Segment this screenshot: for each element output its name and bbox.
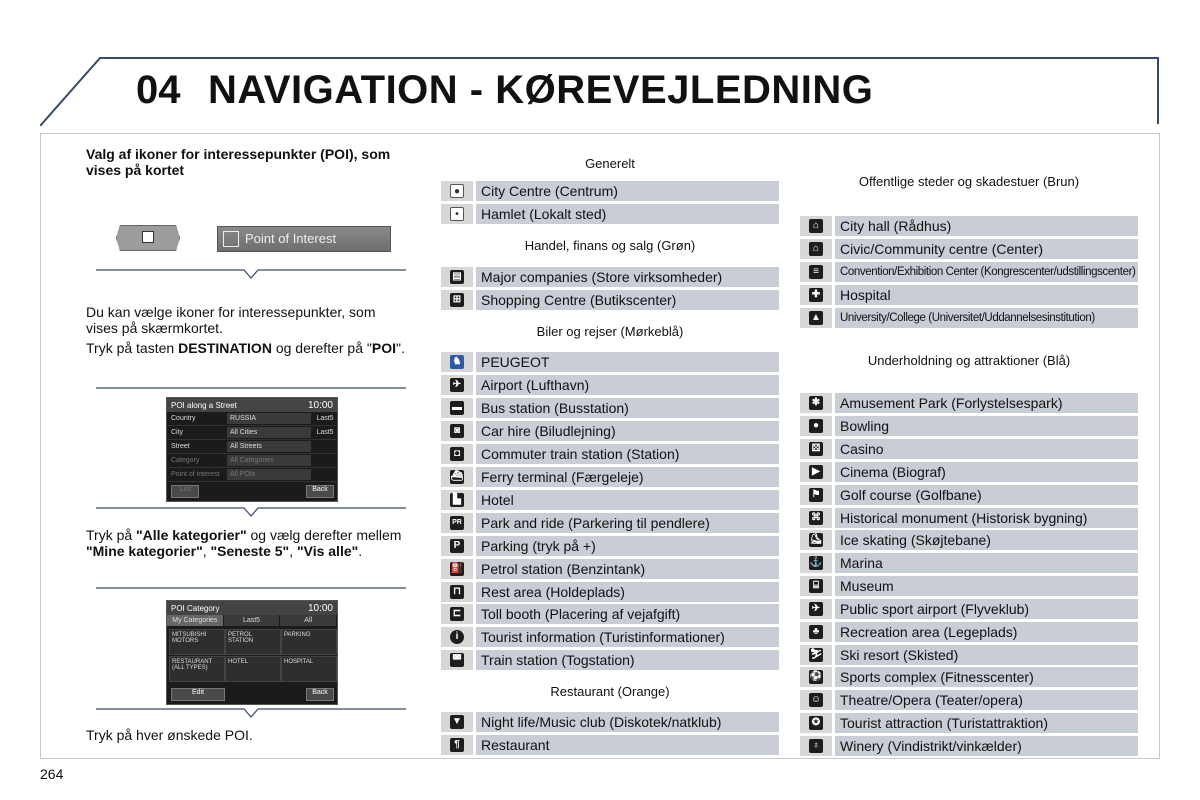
poi-label: Ice skating (Skøjtebane) <box>835 530 1138 550</box>
tab-all[interactable]: All <box>280 615 336 626</box>
city-centre-icon: ● <box>450 184 464 198</box>
row-key: Point of interest <box>171 471 220 478</box>
museum-icon: ⌸ <box>809 579 823 593</box>
text-run: , <box>289 543 297 559</box>
poi-row[interactable] <box>800 416 1138 436</box>
category-cell[interactable]: PARKING <box>281 629 337 655</box>
poi-label: Cinema (Biograf) <box>835 462 1138 482</box>
university-cap-icon: ▲ <box>809 311 823 325</box>
train-icon: ◚ <box>450 653 464 667</box>
poi-label: Car hire (Biludlejning) <box>476 421 779 441</box>
screen-title: POI along a Street <box>171 400 237 410</box>
poi-row[interactable] <box>441 267 779 287</box>
screen-row[interactable] <box>167 426 337 440</box>
text-run: Tryk på <box>86 527 137 543</box>
show-all-key: "Vis alle" <box>296 543 359 559</box>
back-button[interactable]: Back <box>306 688 334 701</box>
poi-label: Theatre/Opera (Teater/opera) <box>835 690 1138 710</box>
category-cell[interactable]: HOTEL <box>225 656 281 682</box>
poi-label: PEUGEOT <box>476 352 779 372</box>
marina-anchor-icon: ⚓ <box>809 557 823 568</box>
poi-row[interactable] <box>800 439 1138 459</box>
poi-row[interactable] <box>800 599 1138 619</box>
tourist-attraction-icon: ✪ <box>809 716 823 730</box>
row-value: All Streets <box>227 441 311 452</box>
my-categories-key: "Mine kategorier" <box>86 543 203 559</box>
bus-icon: ▬ <box>452 402 462 413</box>
toll-booth-icon: ⊏ <box>450 607 464 621</box>
poi-row[interactable] <box>800 216 1138 236</box>
community-centre-icon: ⌂ <box>809 242 823 256</box>
car-hire-icon: ◙ <box>450 424 464 438</box>
rest-area-icon: ⊓ <box>450 585 464 599</box>
category-heading-entertainment: Underholdning og attraktioner (Blå) <box>867 353 1071 368</box>
poi-label: Train station (Togstation) <box>476 650 779 670</box>
poi-row[interactable] <box>800 736 1138 756</box>
poi-row[interactable] <box>800 262 1138 282</box>
poi-label: University/College (Universitet/Uddannelsesinstitution) <box>835 308 1138 328</box>
poi-row[interactable] <box>800 576 1138 596</box>
point-of-interest-button[interactable] <box>217 226 391 252</box>
text-run: ". <box>395 340 405 356</box>
poi-row[interactable] <box>800 485 1138 505</box>
row-key: Country <box>171 415 196 422</box>
poi-row[interactable] <box>800 462 1138 482</box>
poi-label: Ferry terminal (Færgeleje) <box>476 467 779 487</box>
category-cell[interactable]: RESTAURANT (ALL TYPES) <box>169 656 225 682</box>
category-heading-public: Offentlige steder og skadestuer (Brun) <box>858 174 1080 189</box>
poi-label: Parking (tryk på +) <box>476 536 779 556</box>
poi-grid-icon <box>223 231 239 247</box>
page-title: NAVIGATION - KØREVEJLEDNING <box>208 68 874 112</box>
poi-row[interactable] <box>800 239 1138 259</box>
poi-label: Sports complex (Fitnesscenter) <box>835 667 1138 687</box>
poi-row[interactable] <box>800 645 1138 665</box>
poi-map-button[interactable] <box>116 225 180 251</box>
poi-label: Rest area (Holdeplads) <box>476 582 779 602</box>
recreation-area-icon: ♣ <box>809 625 823 639</box>
sport-airport-icon: ✈ <box>809 602 823 616</box>
category-cell[interactable]: HOSPITAL <box>281 656 337 682</box>
poi-row[interactable] <box>800 393 1138 413</box>
major-companies-icon: ▤ <box>450 270 464 284</box>
poi-label: Petrol station (Benzintank) <box>476 559 779 579</box>
poi-label: City hall (Rådhus) <box>835 216 1138 236</box>
poi-row[interactable] <box>800 690 1138 710</box>
poi-category-screen <box>166 600 338 705</box>
category-heading-commerce: Handel, finans og salg (Grøn) <box>524 238 696 253</box>
text-run: . <box>358 543 363 559</box>
poi-row[interactable] <box>441 290 779 310</box>
page-number: 264 <box>40 766 64 782</box>
poi-label: Amusement Park (Forlystelsespark) <box>835 393 1138 413</box>
poi-row[interactable] <box>800 285 1138 305</box>
poi-row[interactable] <box>800 622 1138 642</box>
poi-row[interactable] <box>441 712 779 732</box>
poi-label: Bus station (Busstation) <box>476 398 779 418</box>
parking-icon: P <box>450 539 464 553</box>
screen-title-bar <box>167 398 337 412</box>
poi-row[interactable] <box>441 490 779 510</box>
separator-arrow <box>96 704 406 718</box>
category-instruction <box>86 527 406 559</box>
poi-row[interactable] <box>441 398 779 418</box>
poi-label: Hotel <box>476 490 779 510</box>
last5-button[interactable]: Last5 <box>316 415 334 422</box>
hotel-bed-icon: ▙ <box>450 493 464 507</box>
poi-along-street-screen <box>166 397 338 502</box>
poi-label: Golf course (Golfbane) <box>835 485 1138 505</box>
golf-icon: ⚑ <box>809 488 823 502</box>
last5-button[interactable]: Last5 <box>316 429 334 436</box>
poi-label: Museum <box>835 576 1138 596</box>
poi-label: City Centre (Centrum) <box>476 181 779 201</box>
poi-label: Restaurant <box>476 735 779 755</box>
screen-row[interactable] <box>167 440 337 454</box>
poi-row[interactable] <box>441 513 779 533</box>
theatre-mask-icon: ☺ <box>810 694 822 705</box>
text-run: , <box>202 543 211 559</box>
row-value: All POIs <box>227 469 311 480</box>
screen-title: POI Category <box>171 603 220 613</box>
destination-instruction <box>86 340 406 356</box>
category-heading-restaurant: Restaurant (Orange) <box>550 684 670 699</box>
poi-row[interactable] <box>441 444 779 464</box>
category-cell[interactable]: MITSUBISHI MOTORS <box>169 629 225 655</box>
tourist-info-icon: i <box>450 630 464 644</box>
screen-row[interactable] <box>167 412 337 426</box>
row-value: All Cities <box>227 427 311 438</box>
poi-label: Bowling <box>835 416 1138 436</box>
poi-label: Casino <box>835 439 1138 459</box>
poi-row[interactable] <box>441 559 779 579</box>
cinema-camera-icon: ▶ <box>809 465 823 479</box>
casino-dice-icon: ⚄ <box>809 442 823 456</box>
poi-label: Night life/Music club (Diskotek/natklub) <box>476 712 779 732</box>
poi-row[interactable] <box>441 467 779 487</box>
hospital-icon: ✚ <box>809 288 823 302</box>
screen-title-bar <box>167 601 337 615</box>
poi-label: Major companies (Store virksomheder) <box>476 267 779 287</box>
sports-complex-icon: ⚽ <box>809 671 823 682</box>
chapter-number: 04 <box>136 68 181 112</box>
poi-row[interactable] <box>441 582 779 602</box>
poi-heading <box>86 146 406 178</box>
poi-label: Park and ride (Parkering til pendlere) <box>476 513 779 533</box>
poi-row[interactable] <box>441 181 779 201</box>
tab-my-categories[interactable]: My Categories <box>167 615 223 626</box>
row-value: RUSSIA <box>227 413 311 424</box>
commuter-train-icon: ◘ <box>450 447 464 461</box>
poi-label: Public sport airport (Flyveklub) <box>835 599 1138 619</box>
poi-row[interactable] <box>800 667 1138 687</box>
screen-clock: 10:00 <box>307 602 333 614</box>
screen-row[interactable] <box>167 468 337 482</box>
fork-knife-icon: ¶ <box>450 738 464 752</box>
row-value: All Categories <box>227 455 311 466</box>
destination-key: DESTINATION <box>178 340 272 356</box>
poi-label: Commuter train station (Station) <box>476 444 779 464</box>
separator-line <box>96 582 406 596</box>
amusement-park-icon: ✱ <box>809 396 823 410</box>
poi-row[interactable] <box>441 627 779 647</box>
row-key: City <box>171 429 184 436</box>
edit-button[interactable]: Edit <box>171 688 225 701</box>
convention-centre-icon: ≡ <box>809 265 823 279</box>
cocktail-glass-icon: ▼ <box>450 715 464 729</box>
poi-label: Shopping Centre (Butikscenter) <box>476 290 779 310</box>
text-run: og vælg derefter mellem <box>246 527 402 543</box>
poi-label: Winery (Vindistrikt/vinkælder) <box>835 736 1138 756</box>
winery-bottle-icon: ♁ <box>809 739 823 753</box>
historical-monument-icon: ⌘ <box>811 512 821 523</box>
ski-resort-icon: ⛷ <box>809 649 823 660</box>
separator-arrow <box>96 503 406 517</box>
list-button[interactable]: List <box>171 485 199 498</box>
poi-label: Tourist attraction (Turistattraktion) <box>835 713 1138 733</box>
poi-label: Hamlet (Lokalt sted) <box>476 204 779 224</box>
poi-label: Hospital <box>835 285 1138 305</box>
category-heading-general: Generelt <box>585 156 635 171</box>
poi-label: Toll booth (Placering af vejafgift) <box>476 604 779 624</box>
intro-paragraph: Du kan vælge ikoner for interessepunkter, som vises på skærmkortet. <box>86 304 376 336</box>
poi-row[interactable] <box>800 508 1138 528</box>
final-instruction: Tryk på hver ønskede POI. <box>86 727 253 743</box>
poi-label: Recreation area (Legeplads) <box>835 622 1138 642</box>
poi-row[interactable] <box>441 352 779 372</box>
poi-row[interactable] <box>441 735 779 755</box>
hamlet-icon: • <box>450 207 464 221</box>
poi-row[interactable] <box>800 713 1138 733</box>
screen-row[interactable] <box>167 454 337 468</box>
poi-label: Convention/Exhibition Center (Kongrescenter/udstillingscenter) <box>835 262 1138 282</box>
poi-row[interactable] <box>800 308 1138 328</box>
last5-key: "Seneste 5" <box>210 543 290 559</box>
chapter-header <box>40 56 1160 126</box>
poi-heading-text: Valg af ikoner for interessepunkter (POI), som vises på kortet <box>86 146 391 178</box>
separator-arrow <box>96 265 406 279</box>
poi-label: Historical monument (Historisk bygning) <box>835 508 1138 528</box>
poi-row[interactable] <box>441 375 779 395</box>
poi-label: Civic/Community centre (Center) <box>835 239 1138 259</box>
category-heading-travel: Biler og rejser (Mørkeblå) <box>536 324 684 339</box>
point-of-interest-label: Point of Interest <box>245 231 337 246</box>
peugeot-lion-icon: ♞ <box>450 355 464 369</box>
row-key: Category <box>171 457 200 464</box>
poi-row[interactable] <box>441 421 779 441</box>
checkered-flag-icon <box>142 231 154 243</box>
petrol-pump-icon: ⛽ <box>450 563 464 574</box>
category-tabs <box>167 615 337 626</box>
category-cell[interactable]: PETROL STATION <box>225 629 281 655</box>
tab-last5[interactable]: Last5 <box>224 615 280 626</box>
poi-label: Marina <box>835 553 1138 573</box>
poi-label: Airport (Lufthavn) <box>476 375 779 395</box>
row-key: Street <box>171 443 190 450</box>
poi-row[interactable] <box>441 204 779 224</box>
poi-key: POI <box>371 340 396 356</box>
separator-line <box>96 382 406 396</box>
poi-label: Tourist information (Turistinformationer) <box>476 627 779 647</box>
ice-skating-icon: ⛸ <box>809 534 823 545</box>
shopping-cart-icon: ⊞ <box>450 293 464 307</box>
screen-clock: 10:00 <box>307 399 333 411</box>
bowling-ball-icon: ● <box>809 419 823 433</box>
city-hall-icon: ⌂ <box>809 219 823 233</box>
poi-row[interactable] <box>800 553 1138 573</box>
poi-row[interactable] <box>441 650 779 670</box>
text-run: og derefter på " <box>271 340 372 356</box>
poi-row[interactable] <box>441 536 779 556</box>
ferry-icon: ⛴ <box>450 471 464 482</box>
poi-label: Ski resort (Skisted) <box>835 645 1138 665</box>
back-button[interactable]: Back <box>306 485 334 498</box>
park-and-ride-icon: PR <box>450 516 464 530</box>
airport-plane-icon: ✈ <box>450 378 464 392</box>
poi-row[interactable] <box>441 604 779 624</box>
poi-row[interactable] <box>800 530 1138 550</box>
all-categories-key: "Alle kategorier" <box>136 527 247 543</box>
text-run: Tryk på tasten <box>86 340 179 356</box>
